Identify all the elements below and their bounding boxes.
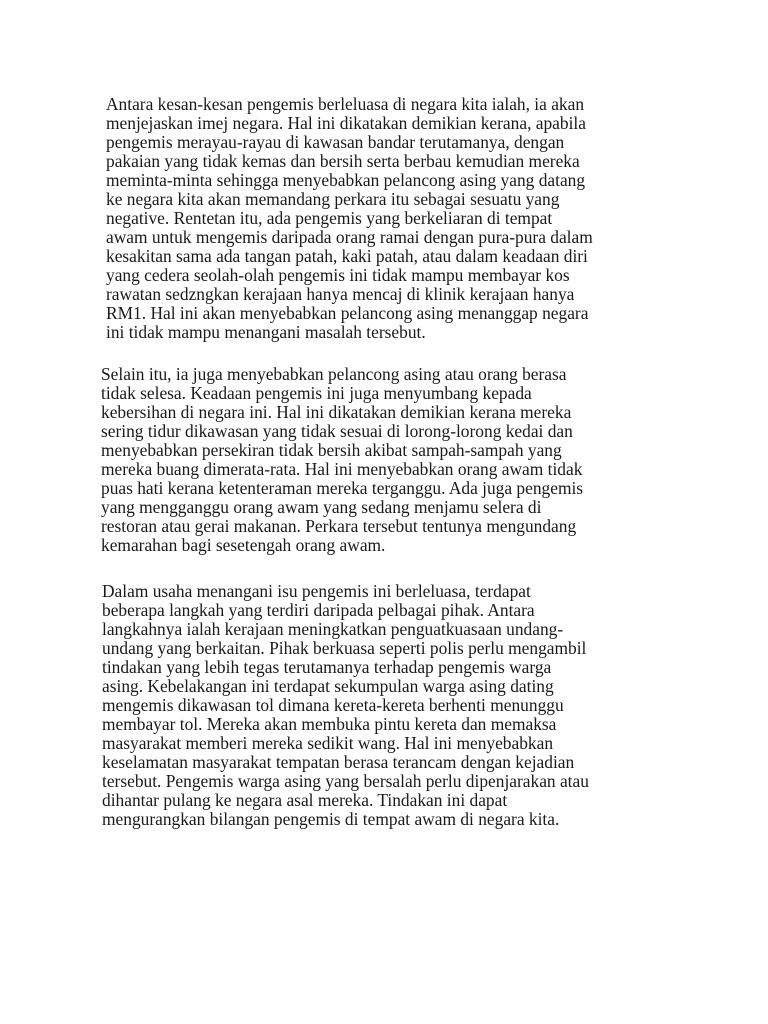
text-line: yang cedera seolah-olah pengemis ini tidak mampu membayar kos (106, 265, 570, 285)
text-line: undang yang berkaitan. Pihak berkuasa seperti polis perlu mengambil (102, 638, 587, 658)
text-line: rawatan sedzngkan kerajaan hanya mencaj di klinik kerajaan hanya (106, 284, 575, 304)
text-line: tindakan yang lebih tegas terutamanya terhadap pengemis warga (102, 657, 552, 677)
text-line: kebersihan di negara ini. Hal ini dikatakan demikian kerana mereka (101, 402, 572, 422)
text-line: Dalam usaha menangani isu pengemis ini berleluasa, terdapat (102, 581, 531, 601)
text-line: tersebut. Pengemis warga asing yang bersalah perlu dipenjarakan atau (102, 771, 589, 791)
text-line: awam untuk mengemis daripada orang ramai dengan pura-pura dalam (106, 227, 593, 247)
text-line: RM1. Hal ini akan menyebabkan pelancong asing menanggap negara (106, 303, 589, 323)
text-line: masyarakat memberi mereka sedikit wang. Hal ini menyebabkan (102, 733, 554, 753)
text-line: mengemis dikawasan tol dimana kereta-kereta berhenti menunggu (102, 695, 564, 715)
text-line: pakaian yang tidak kemas dan bersih serta berbau kemudian mereka (106, 151, 580, 171)
text-line: puas hati kerana ketenteraman mereka terganggu. Ada juga pengemis (101, 478, 584, 498)
text-line: ini tidak mampu menangani masalah tersebut. (106, 322, 426, 342)
text-line: negative. Rentetan itu, ada pengemis yang berkeliaran di tempat (106, 208, 553, 228)
text-line: menjejaskan imej negara. Hal ini dikatakan demikian kerana, apabila (106, 113, 586, 133)
paragraph-cleanliness (101, 365, 583, 555)
paragraph-solutions (102, 582, 589, 829)
text-line: tidak selesa. Keadaan pengemis ini juga menyumbang kepada (101, 383, 532, 403)
text-line: kesakitan sama ada tangan patah, kaki patah, atau dalam keadaan diri (106, 246, 588, 266)
text-line: beberapa langkah yang terdiri daripada pelbagai pihak. Antara (102, 600, 535, 620)
text-line: asing. Kebelakangan ini terdapat sekumpulan warga asing dating (102, 676, 554, 696)
text-line: sering tidur dikawasan yang tidak sesuai di lorong-lorong kedai dan (101, 421, 573, 441)
paragraph-impact-on-image (106, 95, 593, 342)
text-line: keselamatan masyarakat tempatan berasa terancam dengan kejadian (102, 752, 575, 772)
text-line: membayar tol. Mereka akan membuka pintu kereta dan memaksa (102, 714, 557, 734)
text-line: Selain itu, ia juga menyebabkan pelancong asing atau orang berasa (101, 364, 567, 384)
text-line: meminta-minta sehingga menyebabkan pelancong asing yang datang (106, 170, 586, 190)
text-line: mereka buang dimerata-rata. Hal ini menyebabkan orang awam tidak (101, 459, 583, 479)
text-line: langkahnya ialah kerajaan meningkatkan penguatkuasaan undang- (102, 619, 564, 639)
text-line: restoran atau gerai makanan. Perkara tersebut tentunya mengundang (101, 516, 577, 536)
text-line: ke negara kita akan memandang perkara itu sebagai sesuatu yang (106, 189, 560, 209)
text-line: menyebabkan persekiran tidak bersih akibat sampah-sampah yang (101, 440, 562, 460)
text-line: dihantar pulang ke negara asal mereka. Tindakan ini dapat (102, 790, 508, 810)
text-line: pengemis merayau-rayau di kawasan bandar terutamanya, dengan (106, 132, 565, 152)
text-line: Antara kesan-kesan pengemis berleluasa di negara kita ialah, ia akan (106, 94, 585, 114)
text-line: yang mengganggu orang awam yang sedang menjamu selera di (101, 497, 542, 517)
text-line: mengurangkan bilangan pengemis di tempat awam di negara kita. (102, 809, 560, 829)
text-line: kemarahan bagi sesetengah orang awam. (101, 535, 386, 555)
